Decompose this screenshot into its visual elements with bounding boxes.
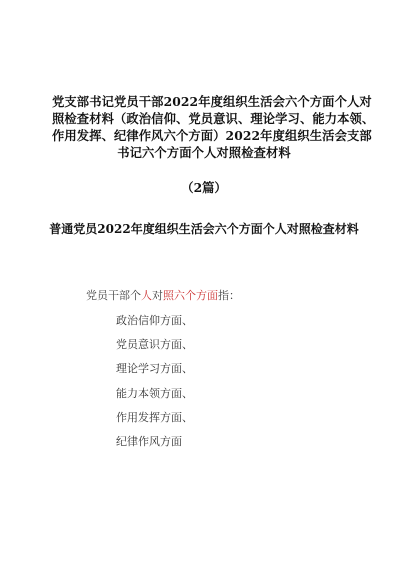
list-item: 政治信仰方面、 [116, 314, 193, 327]
list-item: 理论学习方面、 [116, 362, 193, 376]
list-item: 能力本领方面、 [116, 386, 193, 400]
intro-text: 党员干部个 [86, 289, 141, 302]
aspect-list [116, 311, 193, 456]
list-item: 作用发挥方面、 [116, 410, 193, 424]
title-line: 作用发挥、纪律作风六个方面）2022年度组织生活会支部 [52, 128, 372, 143]
intro-text-highlight: 照六个方面 [163, 289, 218, 302]
section-title: 普通党员2022年度组织生活会六个方面个人对照检查材料 [49, 222, 359, 236]
intro-line [86, 287, 240, 303]
intro-text: 指： [218, 289, 240, 302]
list-item: 纪律作风方面 [116, 434, 182, 448]
list-item: 党员意识方面、 [116, 338, 193, 352]
article-count: （2篇） [181, 180, 227, 195]
title-line: 党支部书记党员干部2022年度组织生活会六个方面个人对 [52, 94, 372, 109]
intro-text-highlight: 人 [141, 289, 152, 302]
title-line: 书记六个方面个人对照检查材料 [117, 145, 291, 160]
title-line: 照检查材料（政治信仰、党员意识、理论学习、能力本领、 [52, 111, 375, 126]
intro-text: 对 [152, 289, 163, 302]
document-title [52, 93, 375, 161]
